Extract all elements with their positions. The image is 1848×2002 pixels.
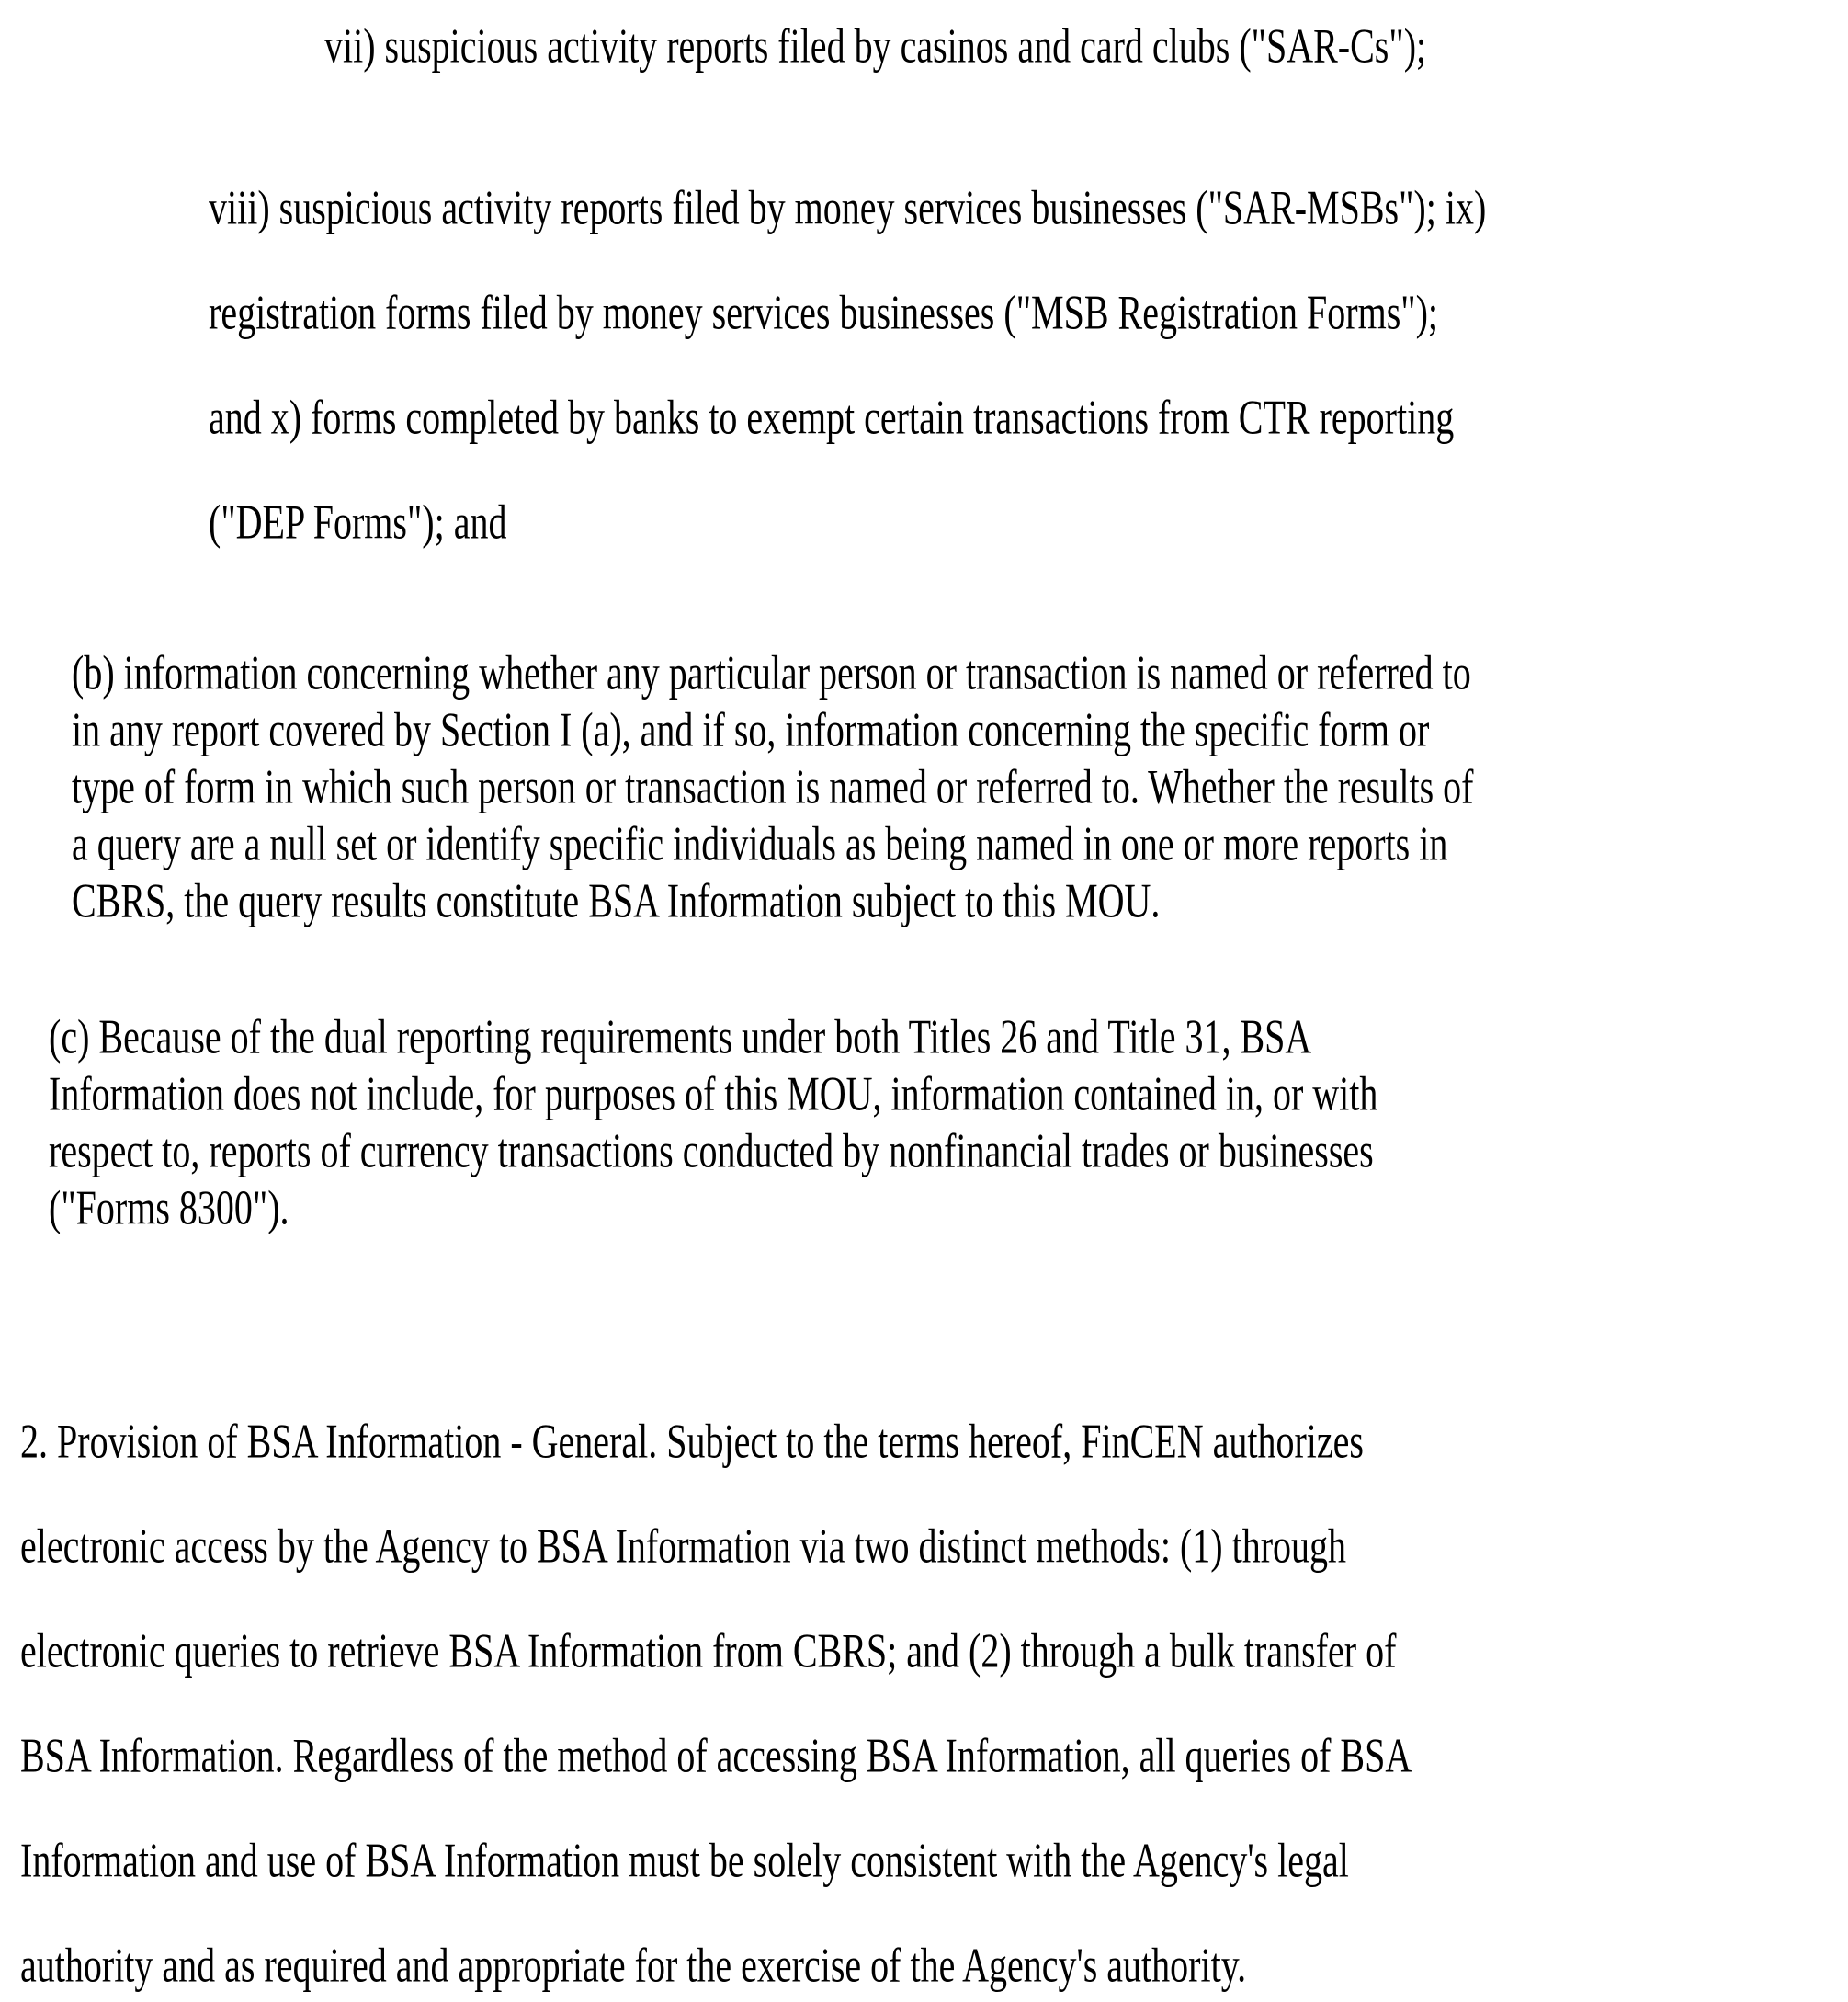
list-item-vii (324, 18, 1427, 127)
section-2-paragraph (20, 1414, 1412, 2002)
text-line: viii) suspicious activity reports filed by money services businesses ("SAR-MSBs"); ix) (209, 180, 1487, 235)
text-line: (c) Because of the dual reporting requirements under both Titles 26 and Title 31, BSA (49, 1009, 1312, 1064)
paragraph-c (49, 1009, 1378, 1241)
text-line: Information and use of BSA Information must be solely consistent with the Agency's legal (20, 1833, 1349, 1888)
text-line: ("DEP Forms"); and (209, 495, 507, 550)
text-line: ("Forms 8300"). (49, 1180, 289, 1235)
paragraph-b (72, 645, 1474, 934)
text-line: electronic access by the Agency to BSA Information via two distinct methods: (1) through (20, 1519, 1347, 1574)
text-line: in any report covered by Section I (a), and if so, information concerning the specific form or (72, 702, 1430, 757)
list-items-viii-to-x (209, 180, 1487, 603)
text-line: respect to, reports of currency transactions conducted by nonfinancial trades or businesses (49, 1123, 1374, 1178)
text-line: (b) information concerning whether any particular person or transaction is named or referred to (72, 645, 1471, 700)
text-line: CBRS, the query results constitute BSA Information subject to this MOU. (72, 873, 1161, 928)
text-line: type of form in which such person or transaction is named or referred to. Whether the results of (72, 759, 1474, 814)
text-line: authority and as required and appropriate for the exercise of the Agency's authority. (20, 1938, 1247, 1993)
text-line: 2. Provision of BSA Information - General. Subject to the terms hereof, FinCEN authorizes (20, 1414, 1364, 1469)
text-line: a query are a null set or identify specific individuals as being named in one or more reports in (72, 816, 1448, 871)
text-line: Information does not include, for purposes of this MOU, information contained in, or with (49, 1066, 1378, 1121)
text-line: vii) suspicious activity reports filed by casinos and card clubs ("SAR-Cs"); (324, 18, 1427, 74)
text-line: electronic queries to retrieve BSA Information from CBRS; and (2) through a bulk transfer of (20, 1623, 1397, 1678)
text-line: registration forms filed by money services businesses ("MSB Registration Forms"); (209, 285, 1439, 340)
text-line: and x) forms completed by banks to exempt certain transactions from CTR reporting (209, 390, 1455, 445)
text-line: BSA Information. Regardless of the method of accessing BSA Information, all queries of BSA (20, 1728, 1412, 1783)
